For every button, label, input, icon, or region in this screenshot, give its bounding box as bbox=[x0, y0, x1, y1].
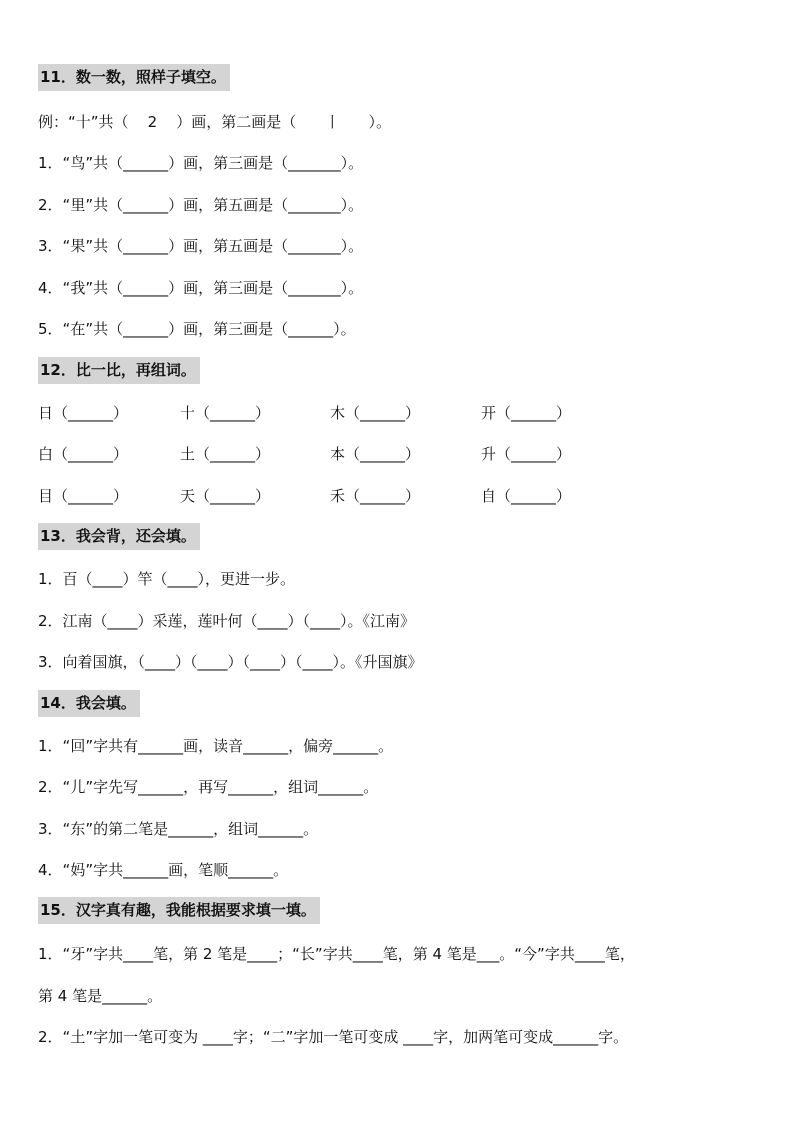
q14-item-4: 4．“妈”字共______画，笔顺______。 bbox=[38, 861, 289, 879]
q11-item-1: 1．“鸟”共（______）画，第三画是（_______）。 bbox=[38, 154, 364, 172]
q11-example: 例：“十”共（ 2 ）画，第二画是（ 丨 ）。 bbox=[38, 113, 391, 131]
q14-item-1: 1．“回”字共有______画，读音______，偏旁______。 bbox=[38, 737, 394, 755]
q12-cell: 开（______） bbox=[481, 404, 572, 422]
q13-header: 13．我会背，还会填。 bbox=[38, 523, 200, 550]
q15-item-2: 2．“土”字加一笔可变为 ____字；“二”字加一笔可变成 ____字，加两笔可变成______字。 bbox=[38, 1028, 629, 1046]
q12-cell: 禾（______） bbox=[330, 487, 421, 505]
q15-item-1-cont: 第 4 笔是______。 bbox=[38, 987, 163, 1005]
q14-item-2: 2．“儿”字先写______，再写______，组词______。 bbox=[38, 778, 379, 796]
q13-item-3: 3．向着国旗，（____）（____）（____）（____）。《升国旗》 bbox=[38, 653, 423, 671]
q11-item-4: 4．“我”共（______）画，第三画是（_______）。 bbox=[38, 279, 364, 297]
q14-header: 14．我会填。 bbox=[38, 690, 140, 717]
q12-cell: 天（______） bbox=[180, 487, 271, 505]
q12-cell: 目（______） bbox=[38, 487, 129, 505]
q11-item-3: 3．“果”共（______）画，第五画是（_______）。 bbox=[38, 237, 364, 255]
q12-cell: 木（______） bbox=[330, 404, 421, 422]
q11-header: 11．数一数，照样子填空。 bbox=[38, 64, 230, 91]
q15-item-1: 1．“牙”字共____笔，第 2 笔是____；“长”字共____笔，第 4 笔是___。“今”字共____笔， bbox=[38, 945, 635, 963]
q12-cell: 土（______） bbox=[180, 445, 271, 463]
q11-item-2: 2．“里”共（______）画，第五画是（_______）。 bbox=[38, 196, 364, 214]
q12-cell: 自（______） bbox=[481, 487, 572, 505]
q12-cell: 白（______） bbox=[38, 445, 129, 463]
q12-cell: 十（______） bbox=[180, 404, 271, 422]
q12-cell: 升（______） bbox=[481, 445, 572, 463]
q12-header: 12．比一比，再组词。 bbox=[38, 357, 200, 384]
q12-cell: 日（______） bbox=[38, 404, 129, 422]
q15-header: 15．汉字真有趣，我能根据要求填一填。 bbox=[38, 897, 320, 924]
q11-item-5: 5．“在”共（______）画，第三画是（______）。 bbox=[38, 320, 356, 338]
q13-item-2: 2．江南（____）采莲，莲叶何（____）（____）。《江南》 bbox=[38, 612, 416, 630]
q12-cell: 本（______） bbox=[330, 445, 421, 463]
q13-item-1: 1．百（____）竿（____），更进一步。 bbox=[38, 570, 296, 588]
q14-item-3: 3．“东”的第二笔是______，组词______。 bbox=[38, 820, 319, 838]
